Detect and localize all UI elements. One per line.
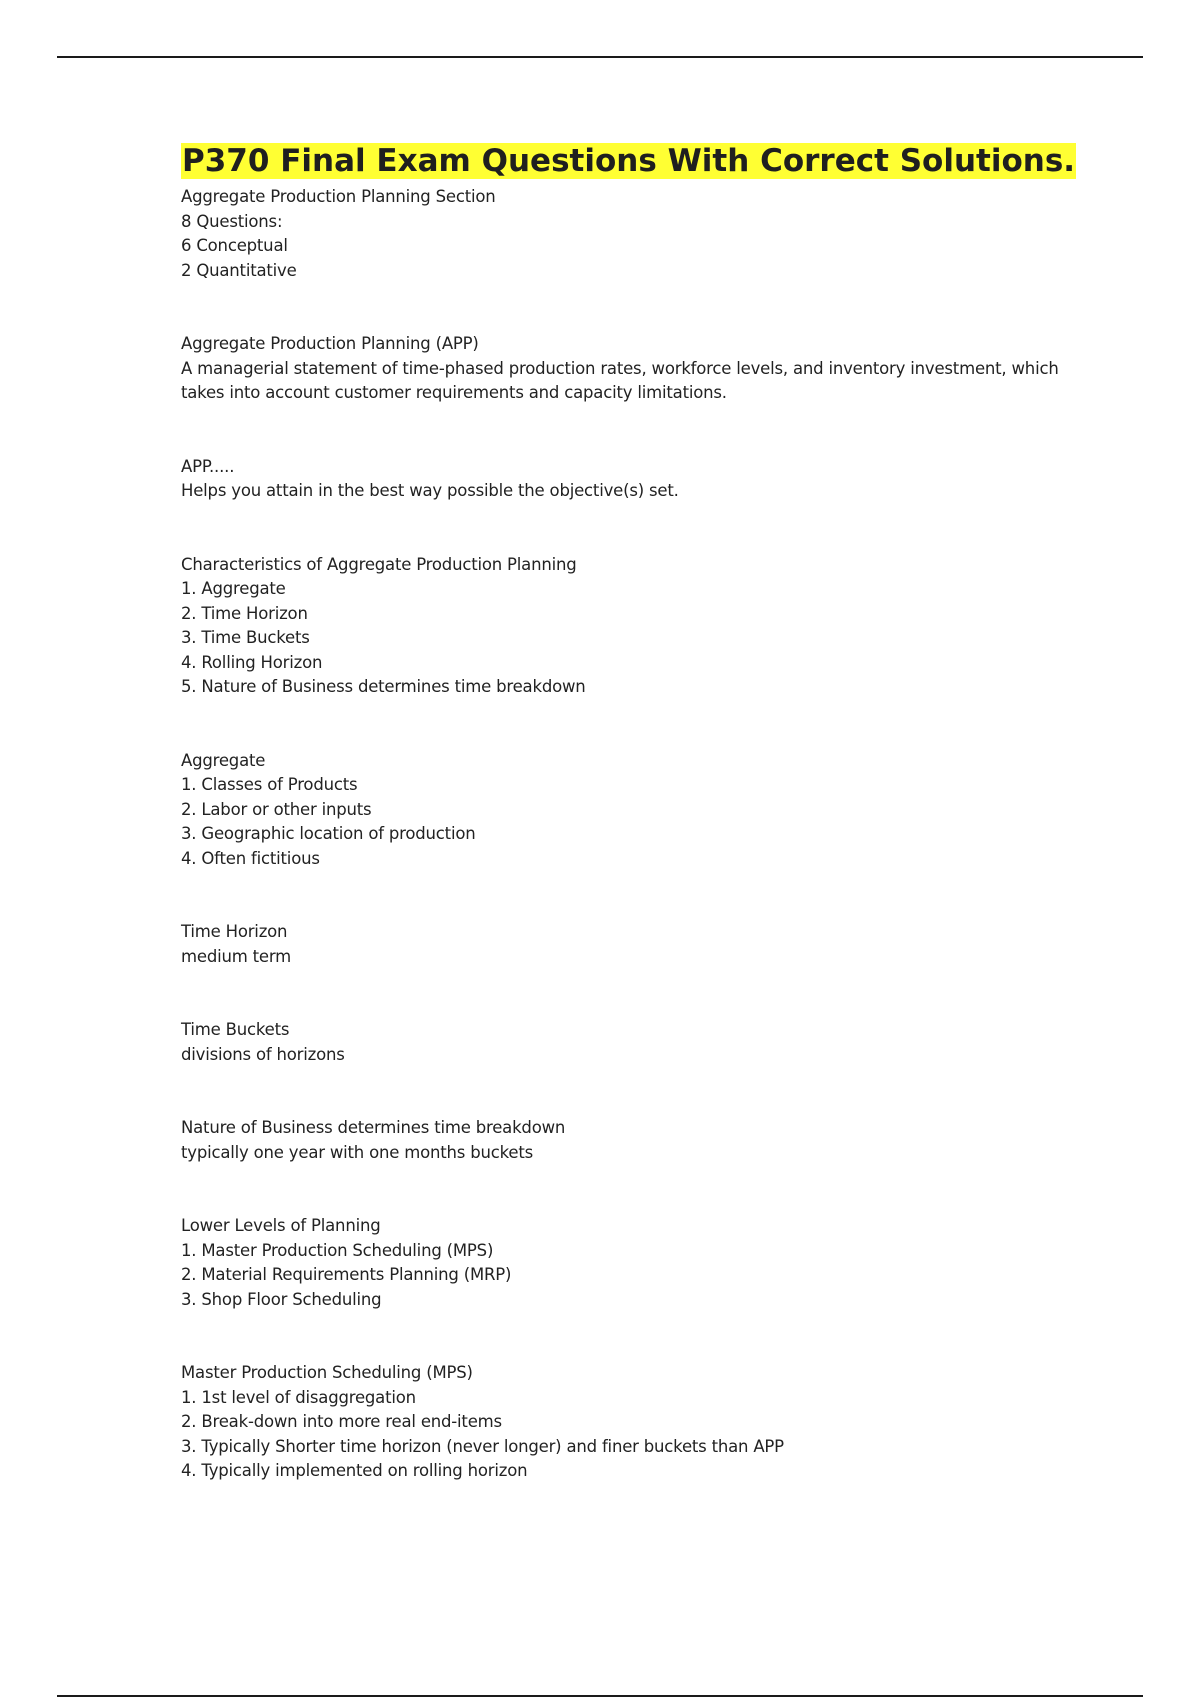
question-heading: APP.....: [181, 456, 235, 476]
question-heading: Master Production Scheduling (MPS): [181, 1363, 473, 1382]
question-heading: Aggregate Production Planning (APP): [181, 334, 479, 353]
answer-line: 4. Often fictitious: [181, 848, 320, 868]
answer-line: medium term: [181, 946, 292, 966]
intro-line: 6 Conceptual: [181, 236, 288, 255]
qa-app-purpose: [181, 455, 1081, 504]
qa-lower-levels: [181, 1214, 1081, 1312]
answer-line: 3. Geographic location of production: [181, 824, 476, 843]
answer-line: 2. Labor or other inputs: [181, 799, 372, 819]
answer-line: 3. Typically Shorter time horizon (never longer) and finer buckets than APP: [181, 1436, 784, 1456]
answer-line: A managerial statement of time-phased production rates, workforce levels, and inventory investment, which takes into account customer requirements and capacity limitations.: [181, 358, 1059, 402]
question-heading: Nature of Business determines time breakdown: [181, 1118, 566, 1137]
question-heading: Time Buckets: [181, 1020, 290, 1039]
document-title-highlight: P370 Final Exam Questions With Correct Solutions.: [182, 143, 1076, 179]
answer-line: 1. Aggregate: [181, 579, 286, 598]
answer-line: 2. Material Requirements Planning (MRP): [181, 1265, 512, 1284]
answer-line: 5. Nature of Business determines time breakdown: [181, 677, 586, 696]
intro-line: 2 Quantitative: [181, 260, 297, 280]
answer-line: 3. Time Buckets: [181, 628, 310, 647]
qa-nature-of-business: [181, 1116, 1081, 1165]
page-top-rule: [57, 56, 1143, 58]
qa-app-definition: [181, 332, 1081, 406]
answer-line: Helps you attain in the best way possible the objective(s) set.: [181, 481, 679, 500]
answer-line: typically one year with one months buckets: [181, 1142, 534, 1162]
qa-time-buckets: [181, 1018, 1081, 1067]
question-heading: Time Horizon: [181, 922, 288, 941]
qa-mps: [181, 1361, 1081, 1484]
answer-line: divisions of horizons: [181, 1044, 345, 1064]
document-title: [181, 142, 1081, 181]
intro-line: Aggregate Production Planning Section: [181, 187, 496, 206]
question-heading: Aggregate: [181, 750, 266, 770]
intro-block: [181, 185, 1081, 283]
qa-aggregate: [181, 749, 1081, 872]
question-heading: Lower Levels of Planning: [181, 1216, 381, 1235]
qa-app-characteristics: [181, 553, 1081, 700]
page-bottom-rule: [57, 1695, 1143, 1697]
answer-line: 4. Rolling Horizon: [181, 652, 323, 672]
document-body: [181, 142, 1081, 1484]
intro-line: 8 Questions:: [181, 211, 283, 231]
answer-line: 1. 1st level of disaggregation: [181, 1387, 416, 1407]
answer-line: 3. Shop Floor Scheduling: [181, 1289, 382, 1309]
answer-line: 1. Master Production Scheduling (MPS): [181, 1240, 494, 1260]
answer-line: 2. Break-down into more real end-items: [181, 1412, 502, 1431]
answer-line: 2. Time Horizon: [181, 603, 308, 623]
answer-line: 4. Typically implemented on rolling horizon: [181, 1461, 528, 1480]
qa-time-horizon: [181, 920, 1081, 969]
answer-line: 1. Classes of Products: [181, 775, 358, 794]
question-heading: Characteristics of Aggregate Production Planning: [181, 554, 577, 574]
